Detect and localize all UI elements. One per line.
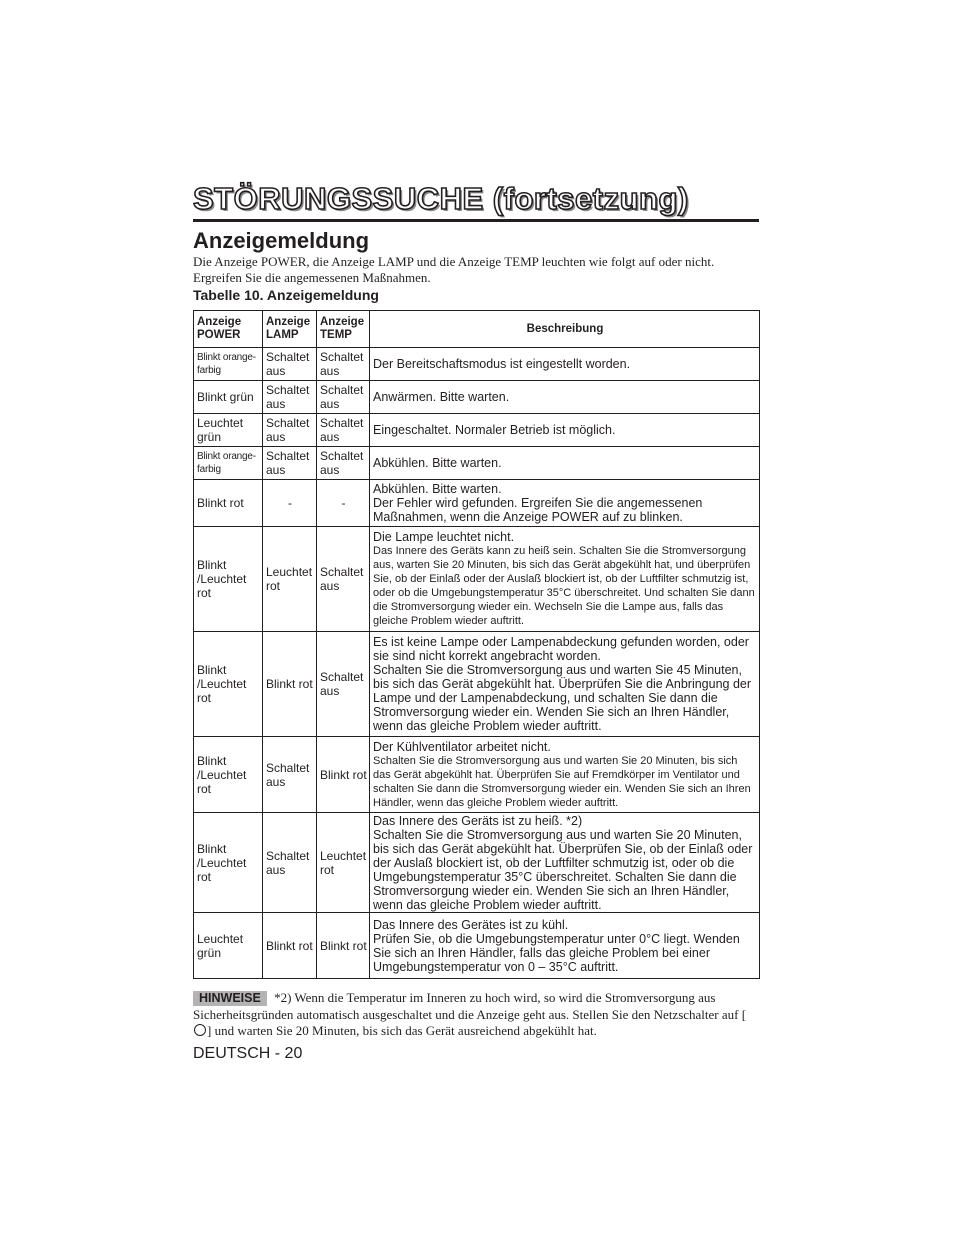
table-row bbox=[194, 913, 760, 979]
cell-description bbox=[370, 414, 760, 447]
cell-lamp: Schaltet aus bbox=[263, 737, 317, 813]
header-temp bbox=[317, 311, 370, 348]
description-line: Eingeschaltet. Normaler Betrieb ist möglich. bbox=[373, 423, 616, 437]
cell-power: Blinkt orange-farbig bbox=[194, 447, 263, 480]
cell-temp: Leuchtet rot bbox=[317, 813, 370, 913]
description-line: Abkühlen. Bitte warten. bbox=[373, 456, 502, 470]
description-line: Anwärmen. Bitte warten. bbox=[373, 390, 510, 404]
table-row bbox=[194, 348, 760, 381]
cell-temp: Schaltet aus bbox=[317, 348, 370, 381]
page-footer: DEUTSCH - 20 bbox=[193, 1045, 303, 1062]
note-text-after: ] und warten Sie 20 Minuten, bis sich das Gerät ausreichend abgekühlt hat. bbox=[207, 1023, 597, 1038]
cell-description bbox=[370, 632, 760, 737]
description-line: Abkühlen. Bitte warten. bbox=[373, 482, 502, 496]
cell-temp: Schaltet aus bbox=[317, 381, 370, 414]
header-description: Beschreibung bbox=[370, 311, 760, 348]
table-caption: Tabelle 10. Anzeigemeldung bbox=[193, 287, 379, 303]
circle-off-icon bbox=[194, 1024, 206, 1036]
cell-power: Blinkt /Leuchtet rot bbox=[194, 632, 263, 737]
description-line: Schalten Sie die Stromversorgung aus und warten Sie 20 Minuten, bis sich das Gerät abgekühlt hat. Überprüfen Sie auf Fremdkörper im Ventilator und schalten Sie dann die Stromversorgung wieder ein. Wenden Sie sich an Ihren Händler, wenn das gleiche Problem wieder auftritt. bbox=[373, 754, 751, 809]
table-row bbox=[194, 737, 760, 813]
cell-power: Blinkt rot bbox=[194, 480, 263, 527]
section-intro: Die Anzeige POWER, die Anzeige LAMP und die Anzeige TEMP leuchten wie folgt auf oder nicht. Ergreifen Sie die angemessenen Maßnahmen. bbox=[193, 254, 715, 285]
description-line: Die Lampe leuchtet nicht. bbox=[373, 530, 515, 544]
cell-temp: Blinkt rot bbox=[317, 737, 370, 813]
table-header-row bbox=[194, 311, 760, 348]
cell-lamp: Blinkt rot bbox=[263, 913, 317, 979]
header-power bbox=[194, 311, 263, 348]
description-line: Das Innere des Gerätes ist zu kühl. bbox=[373, 917, 569, 932]
header-lamp bbox=[263, 311, 317, 348]
cell-description bbox=[370, 813, 760, 913]
description-line: Das Innere des Geräts ist zu heiß. *2) bbox=[373, 813, 583, 828]
cell-power: Blinkt /Leuchtet rot bbox=[194, 527, 263, 632]
cell-power: Blinkt grün bbox=[194, 381, 263, 414]
note-badge: HINWEISE bbox=[193, 991, 267, 1006]
description-line: Schalten Sie die Stromversorgung aus und warten Sie 20 Minuten, bis sich das Gerät abgekühlt hat. Überprüfen Sie, ob der Einlaß oder der Auslaß blockiert ist, ob der Luftfilter schmutzig ist, oder ob die Umgebungstemperatur 35°C überschreitet. Schalten Sie dann die Stromversorgung wieder ein. Wenden Sie sich an Ihren Händler, wenn das gleiche Problem wieder auftritt. bbox=[373, 827, 753, 912]
description-line: Der Fehler wird gefunden. Ergreifen Sie die angemessenen Maßnahmen, wenn die Anzeige POWER auf zu blinken. bbox=[373, 496, 703, 524]
description-line: Der Bereitschaftsmodus ist eingestellt worden. bbox=[373, 357, 631, 371]
cell-lamp: Schaltet aus bbox=[263, 813, 317, 913]
note-text-before: *2) Wenn die Temperatur im Inneren zu hoch wird, so wird die Stromversorgung aus Sicherheitsgründen automatisch ausgeschaltet und die Anzeige geht aus. Stellen Sie den Netzschalter auf [ bbox=[193, 990, 747, 1022]
table-row bbox=[194, 480, 760, 527]
description-line: Prüfen Sie, ob die Umgebungstemperatur unter 0°C liegt. Wenden Sie sich an Ihren Händler, falls das gleiche Problem bei einer Umgebungstemperatur von 0 – 35°C auftritt. bbox=[373, 931, 740, 974]
cell-description bbox=[370, 381, 760, 414]
cell-lamp: Schaltet aus bbox=[263, 381, 317, 414]
cell-lamp: Blinkt rot bbox=[263, 632, 317, 737]
cell-description bbox=[370, 480, 760, 527]
cell-power: Leuchtet grün bbox=[194, 414, 263, 447]
header-power-line1: Anzeige bbox=[197, 316, 242, 328]
cell-power: Blinkt orange-farbig bbox=[194, 348, 263, 381]
description-line: Das Innere des Geräts kann zu heiß sein. Schalten Sie die Stromversorgung aus, warten Sie 20 Minuten, bis sich das Gerät abgekühlt hat, und überprüfen Sie, ob der Einlaß oder der Auslaß blockiert ist, ob der Luftfilter schmutzig ist, oder ob die Umgebungstemperatur 35°C überschreitet. Und schalten Sie dann die Stromversorgung wieder ein. Wechseln Sie die Lampe aus, falls das gleiche Problem wieder auftritt. bbox=[373, 545, 755, 627]
table-row bbox=[194, 813, 760, 913]
table-row bbox=[194, 414, 760, 447]
description-line: Der Kühlventilator arbeitet nicht. bbox=[373, 739, 551, 754]
table-row bbox=[194, 527, 760, 632]
cell-description bbox=[370, 913, 760, 979]
indicator-table bbox=[193, 310, 760, 979]
cell-temp: Schaltet aus bbox=[317, 414, 370, 447]
cell-description bbox=[370, 527, 760, 632]
header-lamp-line2: LAMP bbox=[266, 329, 299, 341]
cell-lamp: - bbox=[263, 480, 317, 527]
header-power-line2: POWER bbox=[197, 329, 241, 341]
cell-temp: Schaltet aus bbox=[317, 527, 370, 632]
table-row bbox=[194, 632, 760, 737]
cell-temp: - bbox=[317, 480, 370, 527]
table-row bbox=[194, 447, 760, 480]
cell-lamp: Schaltet aus bbox=[263, 447, 317, 480]
description-line: Es ist keine Lampe oder Lampenabdeckung gefunden worden, oder sie sind nicht korrekt angebracht worden. bbox=[373, 635, 749, 663]
header-temp-line1: Anzeige bbox=[320, 316, 365, 328]
cell-temp: Blinkt rot bbox=[317, 913, 370, 979]
cell-lamp: Schaltet aus bbox=[263, 348, 317, 381]
cell-power: Blinkt /Leuchtet rot bbox=[194, 813, 263, 913]
cell-lamp: Schaltet aus bbox=[263, 414, 317, 447]
cell-description bbox=[370, 737, 760, 813]
cell-description bbox=[370, 447, 760, 480]
page-header bbox=[193, 181, 759, 222]
cell-temp: Schaltet aus bbox=[317, 632, 370, 737]
cell-description bbox=[370, 348, 760, 381]
cell-lamp: Leuchtet rot bbox=[263, 527, 317, 632]
description-line: Schalten Sie die Stromversorgung aus und warten Sie 45 Minuten, bis sich das Gerät abgekühlt hat. Überprüfen Sie die Anbringung der Lampe und der Lampenabdeckung, und schalten Sie dann die Stromversorgung wieder ein. Wenden Sie sich an Ihren Händler, wenn das gleiche Problem wieder auftritt. bbox=[373, 663, 752, 733]
note-paragraph bbox=[193, 990, 753, 1040]
header-temp-line2: TEMP bbox=[320, 329, 352, 341]
table-row bbox=[194, 381, 760, 414]
header-lamp-line1: Anzeige bbox=[266, 316, 311, 328]
section-title: Anzeigemeldung bbox=[193, 228, 370, 253]
cell-power: Blinkt /Leuchtet rot bbox=[194, 737, 263, 813]
cell-temp: Schaltet aus bbox=[317, 447, 370, 480]
page-title: STÖRUNGSSUCHE (fortsetzung) bbox=[193, 181, 689, 216]
cell-power: Leuchtet grün bbox=[194, 913, 263, 979]
